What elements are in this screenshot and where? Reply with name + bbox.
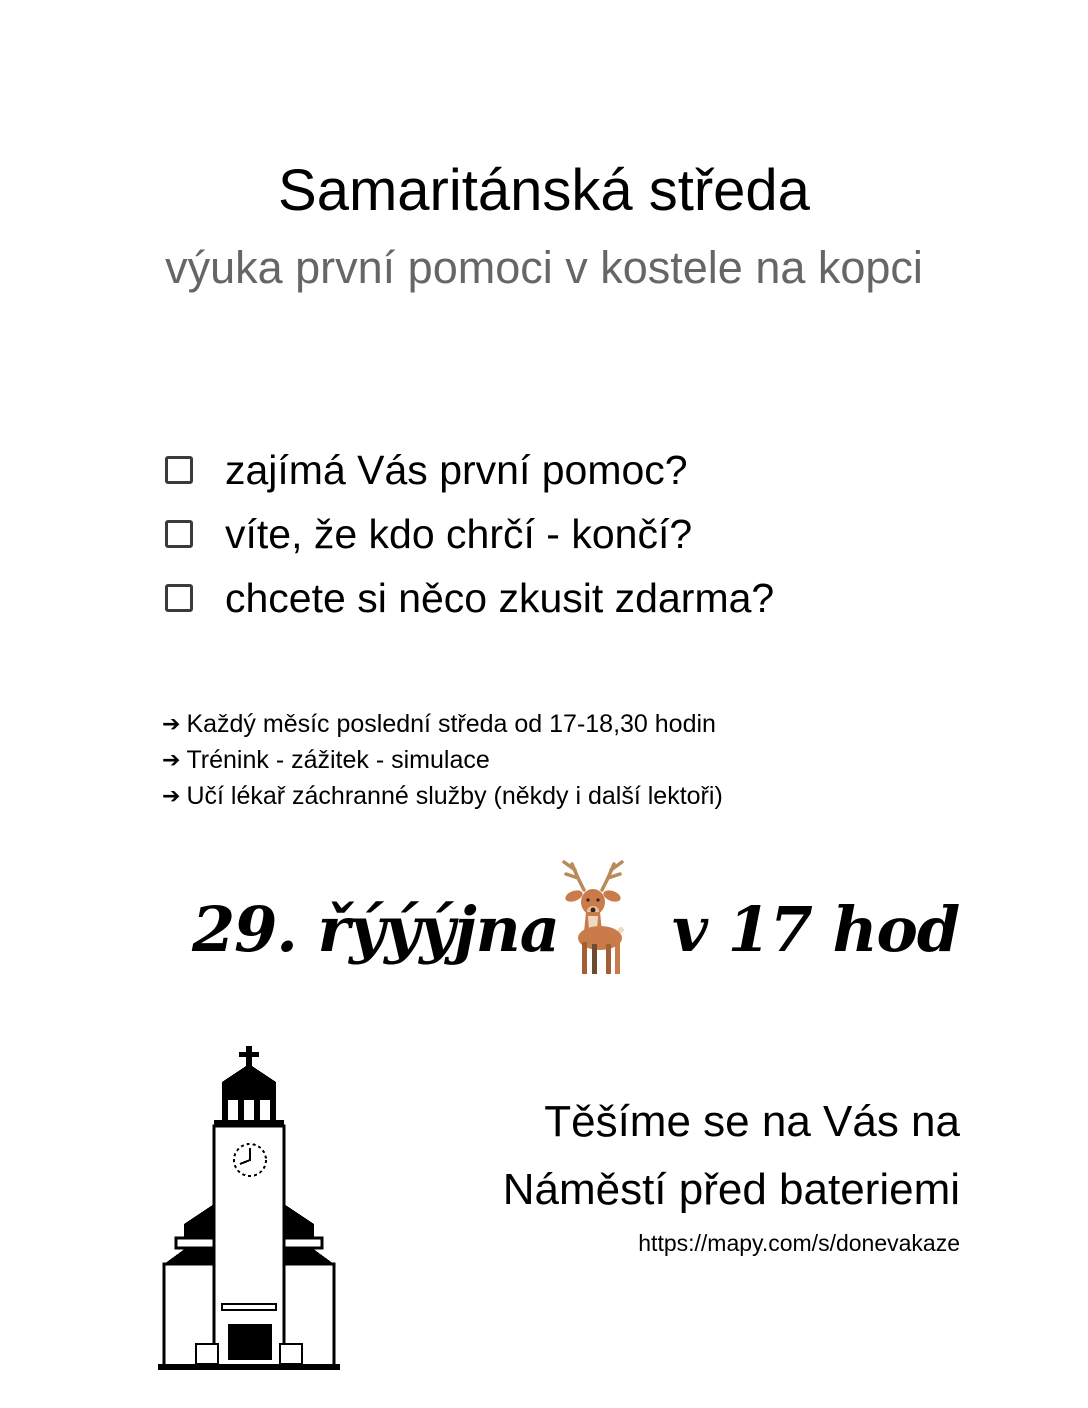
checkbox-icon (165, 456, 193, 484)
question-list (165, 438, 774, 630)
church-icon (156, 1042, 342, 1372)
detail-item (162, 742, 723, 778)
question-item (165, 566, 774, 630)
detail-list (162, 706, 723, 814)
question-item (165, 502, 774, 566)
checkbox-icon (165, 584, 193, 612)
location-name: Náměstí před bateriemi (502, 1165, 960, 1214)
detail-item (162, 778, 723, 814)
event-date: 29. řýýýjna (192, 893, 559, 966)
detail-text: Trénink - zážitek - simulace (186, 745, 490, 774)
question-item (165, 438, 774, 502)
question-text: chcete si něco zkusit zdarma? (225, 575, 775, 621)
detail-text: Každý měsíc poslední středa od 17-18,30 hodin (186, 709, 716, 738)
event-time: v 17 hod (672, 893, 960, 966)
question-text: zajímá Vás první pomoc? (225, 447, 688, 493)
arrow-right-icon: ➔ (162, 747, 181, 773)
checkbox-icon (165, 520, 193, 548)
page-subtitle: výuka první pomoci v kostele na kopci (165, 242, 923, 293)
detail-item (162, 706, 723, 742)
question-text: víte, že kdo chrčí - končí? (225, 511, 693, 557)
arrow-right-icon: ➔ (162, 783, 181, 809)
detail-text: Učí lékař záchranné služby (někdy i další lektoři) (186, 781, 723, 810)
greeting-line: Těšíme se na Vás na (544, 1097, 960, 1146)
map-link[interactable]: https://mapy.com/s/donevakaze (638, 1230, 960, 1256)
arrow-right-icon: ➔ (162, 711, 181, 737)
deer-icon (548, 858, 638, 978)
page-title: Samaritánská středa (278, 158, 810, 223)
